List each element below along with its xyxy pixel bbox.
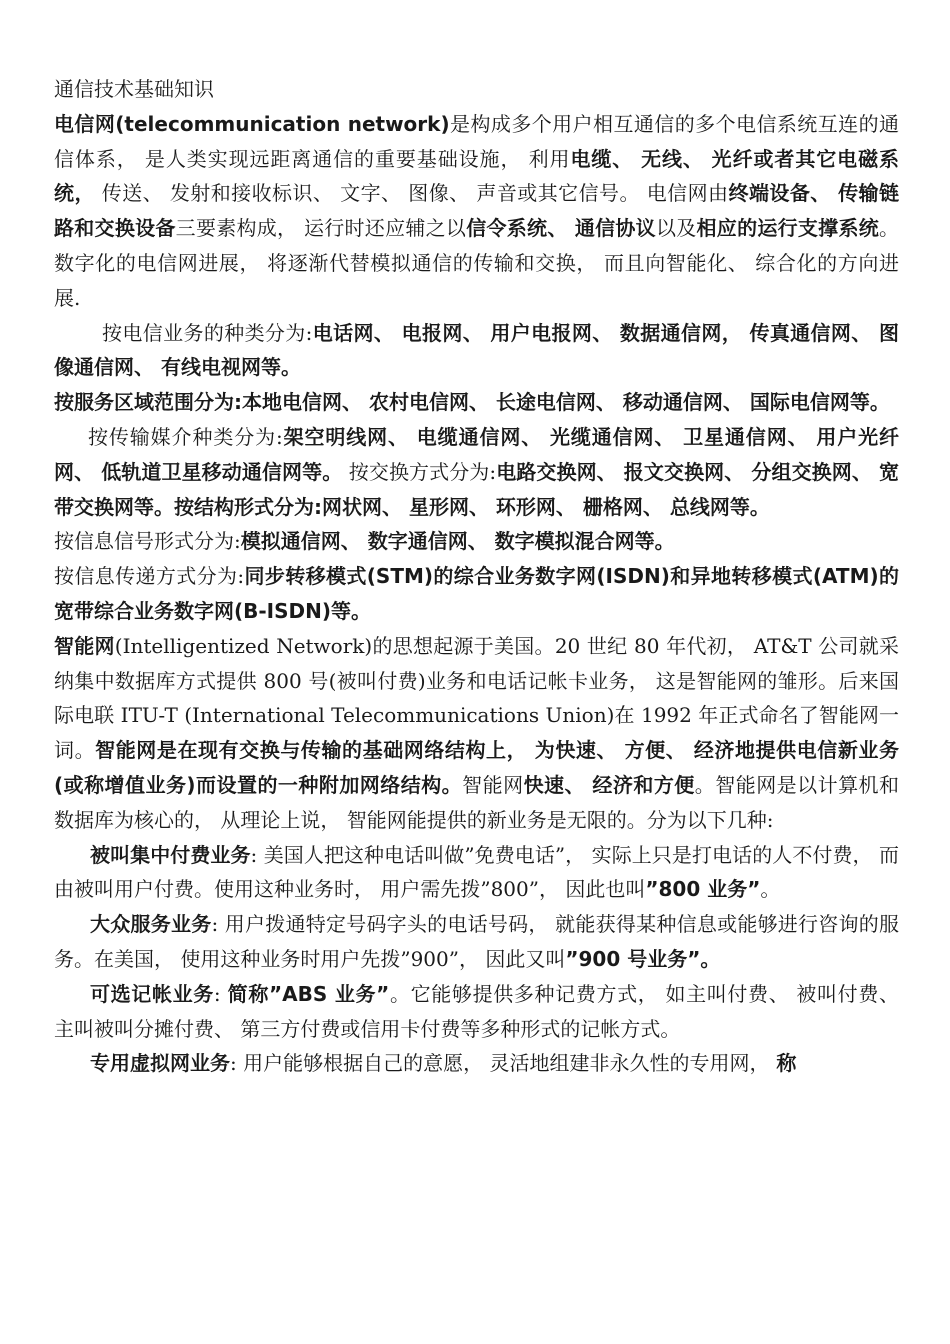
text-span: : 用户拨通特定号码字头的电话号码， 就能获得某种信息或能够进行咨询的服务。在美国， 使用这种业务时用户先拨”900”， 因此又叫 <box>54 912 900 971</box>
text-span: 。智能网是以计算机和数据库为核心的， 从理论上说， 智能网能提供的新业务是无限的。分为以下几种: <box>54 772 900 832</box>
term-signaling: 信令系统、 通信协议 <box>466 216 656 241</box>
term-mass-calling: 大众服务业务 <box>90 912 212 937</box>
term-telecom-network: 电信网(telecommunication network) <box>54 111 450 136</box>
term-service-types: 电话网、 电报网、 用户电报网、 数据通信网， 传真通信网、 图像通信网、 有线电视网等。 <box>54 320 899 380</box>
text-span-bold: 称 <box>769 1051 797 1076</box>
text-span: 。它能够提供多种记费方式， 如主叫付费、 被叫付费、 主叫被叫分摊付费、 第三方付费或信用卡付费等多种形式的记帐方式。 <box>54 981 899 1041</box>
text-span: : 用户能够根据自己的意愿， 灵活地组建非永久性的专用网， <box>230 1051 770 1076</box>
term-support-system: 相应的运行支撑系统 <box>696 216 880 241</box>
text-span: 按电信业务的种类分为: <box>102 320 313 345</box>
text-span: 。 数字化的电信网进展， 将逐渐代替模拟通信的传输和交换， 而且向智能化、 综合化的方向进展. <box>54 216 900 310</box>
term-intelligent-network: 智能网 <box>54 633 115 658</box>
text-span: : 美国人把这种电话叫做”免费电话”， 实际上只是打电话的人不付费， 而由被叫用户付费。使用这种业务时， 用户需先拨”800”， 因此也叫 <box>54 842 900 902</box>
term-signal-types: 模拟通信网、 数字通信网、 数字模拟混合网等。 <box>240 529 675 554</box>
paragraph-intelligent-network <box>54 629 899 838</box>
paragraph-telecom-network <box>54 107 899 316</box>
term-media-types: 架空明线网、 电缆通信网、 光缆通信网、 卫星通信网、 用户光纤网、 低轨道卫星移动通信网等。 <box>54 424 899 484</box>
text-span: 。 <box>760 877 781 902</box>
paragraph-service-area: 按服务区域范围分为:本地电信网、 农村电信网、 长途电信网、 移动通信网、 国际电信网等。 <box>54 390 890 415</box>
term-elements: 终端设备、 传输链路和交换设备 <box>54 181 899 241</box>
paragraph-abs <box>54 977 899 1047</box>
text-span: 三要素构成， 运行时还应辅之以 <box>175 216 467 241</box>
term-in-features: 快速、 经济和方便 <box>523 772 695 797</box>
paragraph-signal-form <box>54 524 899 559</box>
text-span: 智能网 <box>462 772 524 797</box>
text-span: 传送、 发射和接收标识、 文字、 图像、 声音或其它信号。 电信网由 <box>94 181 729 206</box>
paragraph-transfer-mode <box>54 559 899 629</box>
paragraph-service-type <box>54 316 899 386</box>
term-abs-short: 简称”ABS 业务” <box>227 981 390 1006</box>
text-span: 按信息信号形式分为: <box>54 529 241 554</box>
text-span: 按传输媒介种类分为: <box>88 424 283 449</box>
term-900: ”900 号业务”。 <box>565 946 721 971</box>
paragraph-mass-calling <box>54 907 899 977</box>
paragraph-transmission-media <box>54 420 899 524</box>
text-span: 以及 <box>655 216 697 241</box>
term-in-definition: 智能网是在现有交换与传输的基础网络结构上， 为快速、 方便、 经济地提供电信新业务(或称增值业务)而设置的一种附加网络结构。 <box>54 738 900 797</box>
text-span: 按交换方式分为: <box>342 459 497 484</box>
term-freephone: 被叫集中付费业务 <box>90 842 251 867</box>
text-span: : <box>213 981 228 1006</box>
term-switching-types: 电路交换网、 报文交换网、 分组交换网、 宽带交换网等。按结构形式分为:网状网、 星形网、 环形网、 栅格网、 总线网等。 <box>54 459 899 519</box>
term-media: 电缆、 无线、 光纤或者其它电磁系统， <box>54 146 899 206</box>
term-vpn: 专用虚拟网业务 <box>90 1051 230 1076</box>
paragraph-vpn <box>54 1046 899 1081</box>
term-abs: 可选记帐业务 <box>90 981 214 1006</box>
doc-title: 通信技术基础知识 <box>54 77 214 101</box>
term-800: ”800 业务” <box>645 877 761 902</box>
term-transfer-modes: 同步转移模式(STM)的综合业务数字网(ISDN)和异地转移模式(ATM)的宽带综合业务数字网(B-ISDN)等。 <box>54 564 899 623</box>
text-span: 按信息传递方式分为: <box>54 564 245 589</box>
text-span: (Intelligentized Network)的思想起源于美国。20 世纪 80 年代初， AT&T 公司就采纳集中数据库方式提供 800 号(被叫付费)业务和电话记帐卡业务， 这是智能网的雏形。后来国际电联 ITU-T (International Telecommunications Union)在 1992 年正式命名了智能网一词。 <box>54 633 900 763</box>
text-span: 是构成多个用户相互通信的多个电信系统互连的通信体系， 是人类实现远距离通信的重要基础设施， 利用 <box>54 111 900 171</box>
document-page <box>54 72 899 1081</box>
paragraph-freephone <box>54 838 899 908</box>
